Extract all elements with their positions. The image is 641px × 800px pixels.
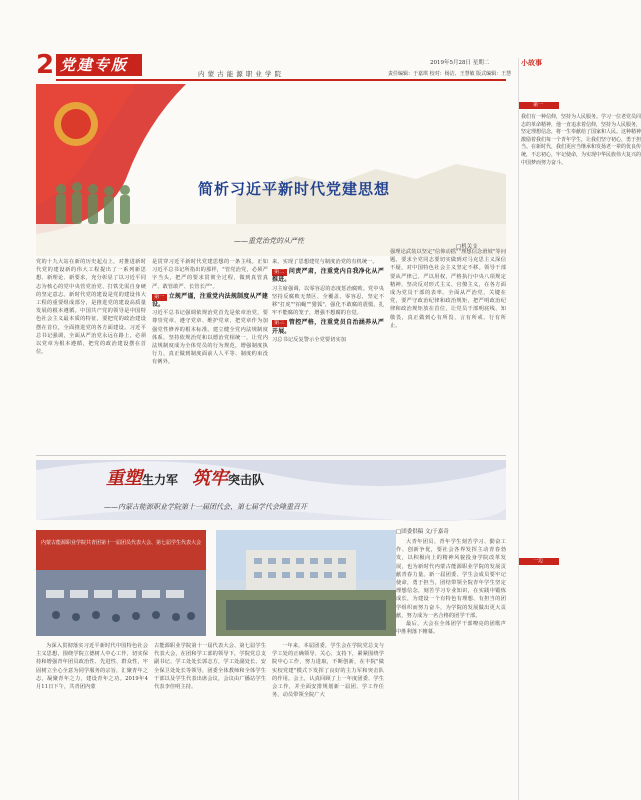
article1-col3-intro: 来，实现了思想建党与制度治党的有机统一。 [272,259,378,265]
article1-title: 简析习近平新时代党建思想 [198,180,391,198]
article2-col4-body: 大青年团员、青年学生刻苦学习、勤奋工作、创新争优，要社会各界发挥主动青春勃发，以积极向上的精神风貌投身学院改革发展，也为新时代内蒙古能源职业学院的发展贡献青春力量。新一届团委、学生会成员要牢记使命，勇于担当，团结带领全院青年学生坚定理想信念，刻苦学习专业知识，在实践中锻炼成长，为建设一个有特色有理想、有担当的团学组织而努力奋斗，为学院的发展做出更大贡献，努力成为一名合格的团学干部。 [396,539,506,619]
article1-col2 [152,258,268,450]
article1-col1: 党的十九大站在新的历史起点上，对推进新时代党的建设新的伟大工程提出了一系列新思想、新理论、新要求，充分彰显了以习近平同志为核心的党中央管党治党、打铁先需自身硬的坚定意志。新时代党的建设是党的建设伟大工程的重要组成部分，是推进党的建设高质量发展的根本遵循。中国共产党的领导是中国特色社会主义最本质的特征，要把党的政治建设摆在首位，全面推进党的各方面建设。习近平总书记强调，全面从严治党永远在路上，必须以党章为根本遵循，把党的政治建设摆在首位。 [36,259,146,356]
article1-byline: □机关支 [456,244,478,250]
article1-col3-head [272,268,384,284]
photo-meeting-hall [36,530,206,636]
article2-col4-end: 最后，大会在全体团学干部嘹亮的团歌声中胜利落下帷幕。 [396,621,506,636]
article1-tag-second: 第二 [274,269,285,276]
right-sidebar [518,58,641,800]
page-header [0,0,558,82]
article2-title-part2: 生力军 [142,473,179,487]
article1-banner [36,84,506,256]
article2-title-part3: 筑牢 [192,468,229,489]
page-number: 2 [36,50,55,80]
photo-campus [216,530,396,636]
article1-col3 [272,258,384,450]
article2-header [36,460,506,520]
editors-line: 责任编辑：于嘉琪 校对：杨洁、王慧敏 版式编辑：王慧 [388,71,512,77]
article2-subtitle: ——内蒙古能源职业学院第十一届团代会、第七届学代会隆重召开 [104,503,307,511]
header-subtitle: 内 蒙 古 能 源 职 业 学 院 [198,70,282,78]
campus-art [216,530,396,636]
article2-col3: 一年来，本届团委，学生会在学院党总支与学工处的正确领导、关心、支持下，紧紧围绕学院中心工作，努力进取，不断创新，在丰院"做实校党建"模式下发挥了良好的主力军和突击队的作用。会上，认真回顾了上一年度团委、学生会工作，并全面安排规划新一届团、学工作任务，动员带领全院广大 [272,643,384,699]
article-divider [36,455,506,456]
article2-col2: 古能源职业学院第十一届代表大会、第七届学生代表大会，在团和学工部的领导下，学院党总支副书记、学工处处长郭志方，学工处副处长、安全保卫处处长等领导，团委全体教师和全体学生干部以及学生代表出席会议，会议由广播站学生代表李佳明主持。 [154,643,266,691]
article1-banner-art [36,84,506,256]
article1-col2-head [152,293,268,309]
article2-title-part4: 突击队 [228,473,265,487]
header-rule [56,79,506,81]
article2-col1: 为深入贯彻落实习近平新时代中国特色社会主义思想，围绕学院立德树人中心工作，切实保持和增强青年团员政治性、先进性、群众性，牢固树立全心全意为同学服务的宗旨，汇聚青年之志，凝聚青年之力，建设青年之功。2019年4月11日下午，共青团内蒙 [36,643,148,691]
article2-title [106,468,264,491]
sidebar-body: 我们有一种信仰，坚持为人民服务。学习一位老党员同志的革命精神，他一直追求着信仰，坚持为人民服务，坚定理想信念，将一生奉献给了国家和人民。这种精神激励着我们每一个青年学生，让我们坚守初心，勇于担当。在新时代，我们更应当继承和发扬老一辈的优良传统，不忘初心，牢记使命，为实现中华民族伟大复兴的中国梦而努力奋斗。 [521,114,641,166]
article1-col3-head2 [272,319,384,335]
article1-col2-heading: 立规严谨，注重党内法规制度从严建设。 [152,292,268,309]
sidebar-title: 小故事 [521,58,542,67]
meeting-banner-text: 内蒙古能源职业学院共青团第十一届团员代表大会、第七届学生代表大会 [40,540,201,546]
article1-tag-first: 第一 [154,293,165,300]
article1-subtitle: ——重党治党的从严性 [234,237,304,245]
sidebar-tag2-text: 一边 [533,558,544,564]
date-line: 2019年5月28日 星期二 [430,60,490,66]
article1-col3-body: 习主席强调，以零容忍的态度惩治腐败。党中央坚持反腐败无禁区、全覆盖、零容忍，坚定不移"打虎""拍蝇""猎狐"，强化不敢腐的震慑，扎牢不能腐的笼子，增强不想腐的自觉。 [272,285,384,317]
article1-col3-heading2: 管控严格，注重党员自治涵养从严开展。 [272,319,384,335]
sidebar-tag1-text: 第一 [533,102,544,108]
article1-col2-body: 习近平总书记强调依规治党首先是依章治党，要尊崇党章、遵守党章、维护党章，把党章作为加强党性修养的根本标准。建立健全党内法规制度体系，坚持依规治党和以德治党相统一，让党内法规制度成为全体党员的行为规范，增强制度执行力，真正做到制度面前人人平等、制度约束没有例外。 [152,310,268,366]
article2-byline: □团委供稿 文/于嘉奇 [396,529,449,535]
article2-col4 [396,538,506,778]
article1-col3-heading: 问责严肃，注重党内自我净化从严推进。 [272,268,384,284]
article2-title-part1: 重塑 [106,468,142,489]
article1-col3-body2: 习总书记反复警示全党要切实加 [272,336,347,343]
article1-col2-intro: 是贯穿习近平新时代党建思想的一条主线。正如习近平总书记所指出的那样，"管党治党，必须严字当头，把严的要求贯彻全过程，做到真管真严、敢管敢严、长管长严"。 [152,259,268,290]
article1-tag-third: 第三 [274,320,285,327]
article1-col4: 强理论武装以坚定"信仰动摇""理想信念滑坡"等问题。要求全党同志要切实做到对马克思主义深信不疑，对中国特色社会主义坚定不移。领导干部要从严律己、严以用权，严格执行中央八项规定精神，坚决反对形式主义、官僚主义，在各方面成为党员干部的表率。全面从严治党，关键在党，要严守政治纪律和政治规矩，把严明政治纪律和政治规矩放在首位，让党员干部明底线、知敬畏，真正做到心有所畏、言有所戒、行有所止。 [390,249,506,329]
section-title: 党建专版 [60,56,129,74]
